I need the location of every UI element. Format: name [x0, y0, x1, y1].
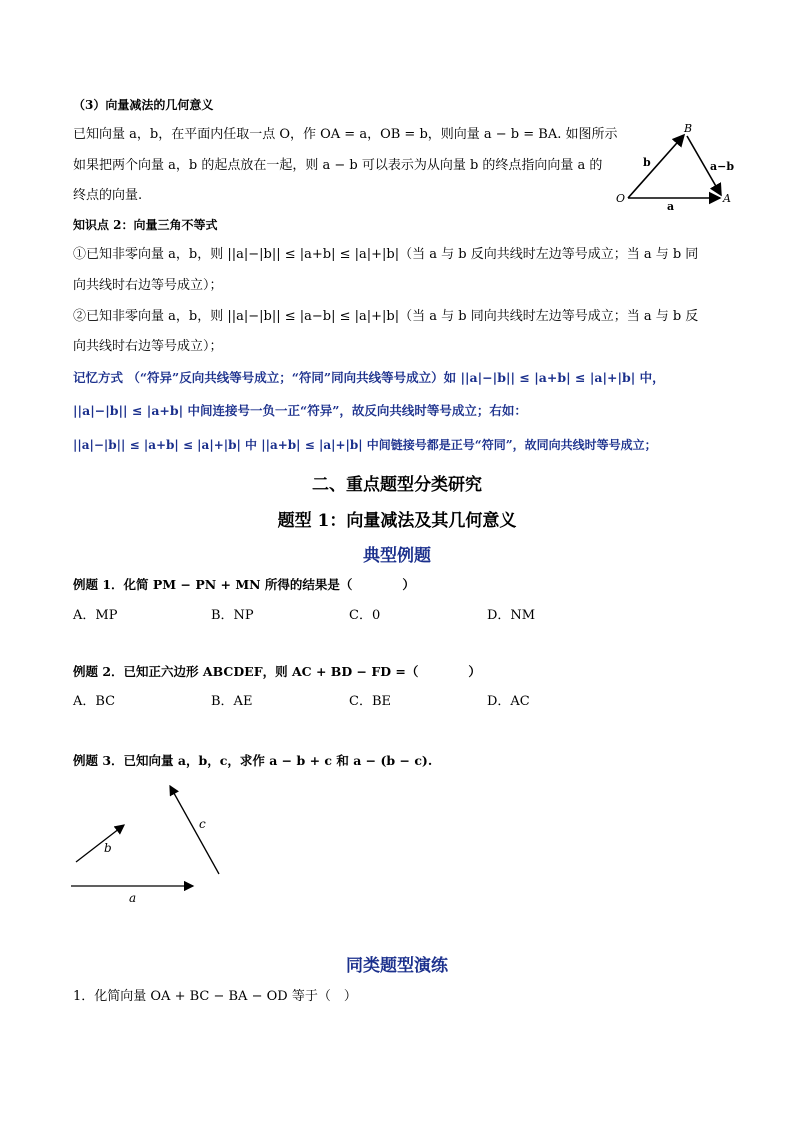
typical-examples-title: 典型例题 — [363, 546, 431, 566]
inequality-item-2-line-2: 向共线时右边等号成立）； — [73, 339, 223, 354]
example-1-stem: 例题 1．化简 PM − PN + MN 所得的结果是（ ） — [73, 577, 415, 592]
section-paragraph-line-3: 终点的向量. — [73, 188, 143, 203]
label-b-vector: b — [643, 156, 651, 169]
section-paragraph-line-2: 如果把两个向量 a，b 的起点放在一起，则 a − b 可以表示为从向量 b 的终点指向向量 a 的 — [73, 158, 603, 173]
example-2-option-c[interactable]: C．BE — [349, 694, 391, 709]
memory-method-line-1: 记忆方式 （“符异”反向共线等号成立；“符同”同向共线等号成立）如 ||a|−|b|| ≤ |a+b| ≤ |a|+|b| 中， — [73, 370, 665, 385]
label-a-vector: a — [667, 200, 675, 210]
vector-c-arrow — [170, 786, 219, 874]
label-b-point: B — [684, 122, 693, 135]
inequality-item-1-line-2: 向共线时右边等号成立）； — [73, 278, 223, 293]
vector-ob-arrow — [628, 135, 684, 198]
memory-method-line-2: ||a|−|b|| ≤ |a+b| 中间连接号一负一正“符异”，故反向共线时等号成立；右如： — [73, 403, 527, 418]
section-paragraph-line-1: 已知向量 a，b，在平面内任取一点 O，作 OA = a，OB = b，则向量 a − b = BA. 如图所示 — [73, 127, 618, 142]
example-2-stem: 例题 2．已知正六边形 ABCDEF，则 AC + BD − FD =（ ） — [73, 664, 481, 679]
practice-question-1: 1．化简向量 OA + BC − BA − OD 等于（ ） — [73, 989, 357, 1004]
vector-subtraction-figure — [610, 118, 740, 210]
label-a-minus-b: a−b — [710, 160, 735, 173]
example-1-option-d[interactable]: D．NM — [487, 608, 536, 623]
vector-b-arrow — [76, 825, 124, 862]
label-o-point: O — [616, 192, 626, 205]
label-vector-b: b — [104, 841, 112, 855]
memory-method-line-3: ||a|−|b|| ≤ |a+b| ≤ |a|+|b| 中 ||a+b| ≤ |a|+|b| 中间链接号都是正号“符同”，故同向共线时等号成立； — [73, 438, 657, 452]
example-1-option-c[interactable]: C．0 — [349, 608, 381, 623]
example-2-option-a[interactable]: A．BC — [73, 694, 116, 709]
vectors-abc-figure — [66, 778, 236, 908]
part-two-title: 二、重点题型分类研究 — [312, 475, 482, 495]
label-a-point: A — [723, 192, 731, 205]
example-3-stem: 例题 3．已知向量 a，b，c，求作 a − b + c 和 a − (b − c). — [73, 753, 433, 768]
practice-title: 同类题型演练 — [346, 956, 448, 976]
label-vector-c: c — [199, 817, 206, 831]
example-1-option-b[interactable]: B．NP — [211, 608, 254, 623]
knowledge-point-heading: 知识点 2：向量三角不等式 — [73, 218, 218, 232]
example-2-option-b[interactable]: B．AE — [211, 694, 253, 709]
inequality-item-2-line-1: ②已知非零向量 a，b，则 ||a|−|b|| ≤ |a−b| ≤ |a|+|b|（当 a 与 b 同向共线时左边等号成立；当 a 与 b 反 — [73, 309, 699, 324]
example-2-option-d[interactable]: D．AC — [487, 694, 530, 709]
example-1-option-a[interactable]: A．MP — [73, 608, 118, 623]
question-type-1-title: 题型 1：向量减法及其几何意义 — [277, 511, 517, 531]
label-vector-a: a — [129, 891, 137, 905]
section-heading: （3）向量减法的几何意义 — [73, 98, 214, 112]
inequality-item-1-line-1: ①已知非零向量 a，b，则 ||a|−|b|| ≤ |a+b| ≤ |a|+|b|（当 a 与 b 反向共线时左边等号成立；当 a 与 b 同 — [73, 247, 699, 262]
